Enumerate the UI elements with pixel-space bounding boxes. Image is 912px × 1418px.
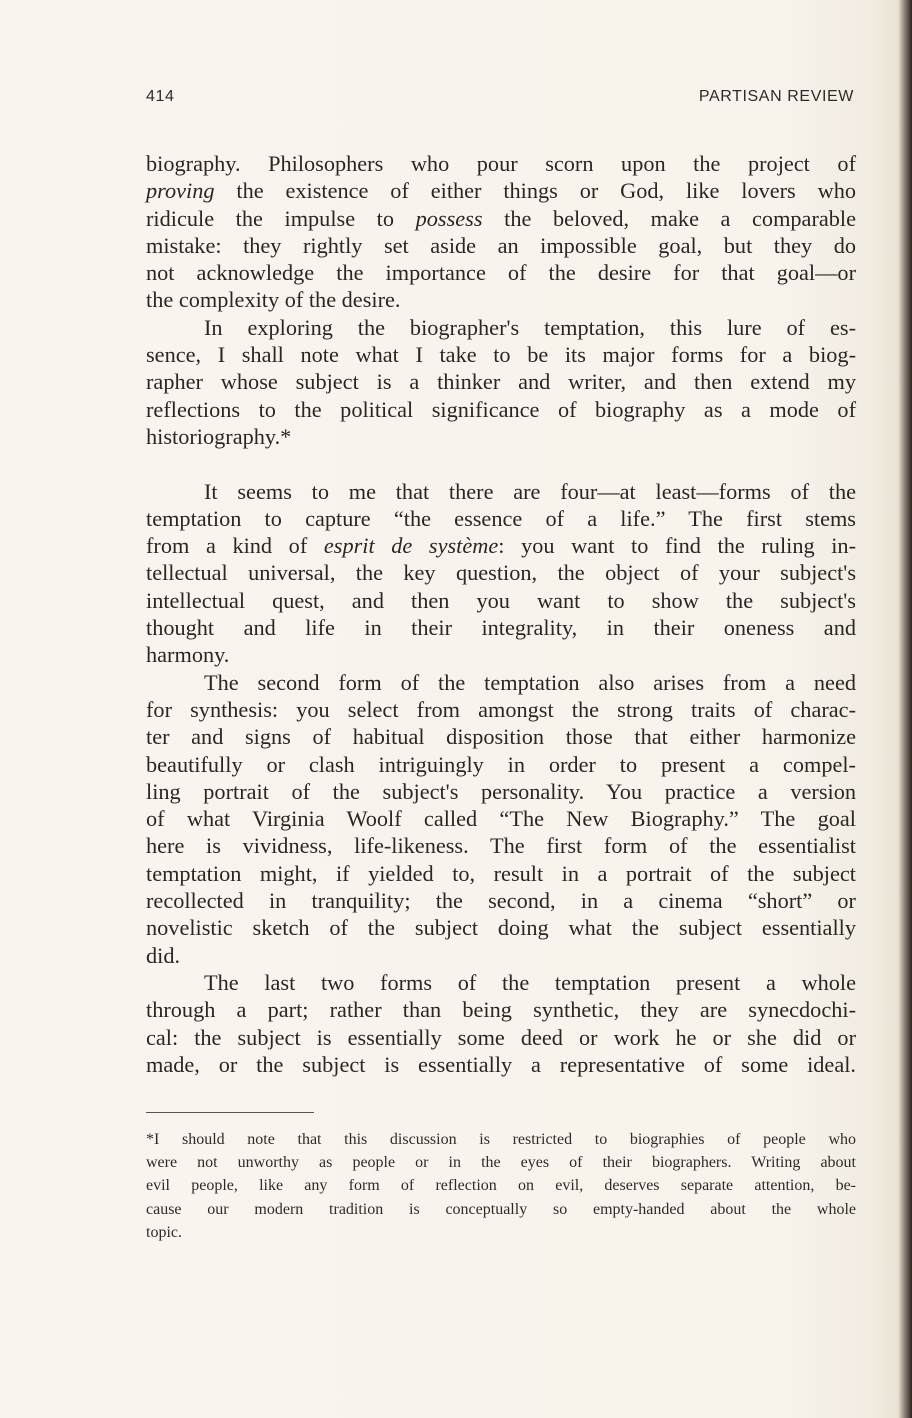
- text-line: here is vividness, life-likeness. The first form of the essentialist: [146, 833, 856, 859]
- text-line: ter and signs of habitual disposition those that either harmonize: [146, 724, 856, 750]
- italic-word: possess: [415, 205, 483, 231]
- running-head: [146, 88, 854, 110]
- text-line: intellectual quest, and then you want to show the subject's: [146, 587, 856, 613]
- journal-title: PARTISAN REVIEW: [698, 88, 854, 105]
- text-segment: from a kind of: [146, 533, 308, 559]
- paragraph-1: [146, 150, 856, 314]
- text-line: made, or the subject is essentially a representative of some ideal.: [146, 1051, 856, 1077]
- paragraph-5: [146, 969, 856, 1078]
- text-line: the complexity of the desire.: [146, 287, 401, 313]
- text-line: [146, 205, 856, 232]
- text-line: for synthesis: you select from amongst the strong traits of charac-: [146, 696, 856, 722]
- text-line: through a part; rather than being synthetic, they are synecdochi-: [146, 997, 856, 1023]
- text-line: temptation might, if yielded to, result in a portrait of the subject: [146, 860, 856, 886]
- footnote-rule: [146, 1112, 314, 1113]
- text-line: rapher whose subject is a thinker and writer, and then extend my: [146, 369, 856, 395]
- text-line: ling portrait of the subject's personality. You practice a version: [146, 778, 856, 804]
- text-line: reflections to the political significance of biography as a mode of: [146, 396, 856, 422]
- page-number: 414: [146, 88, 175, 105]
- footnote-line: evil people, like any form of reflection on evil, deserves separate attention, be-: [146, 1177, 856, 1195]
- text-line: historiography.*: [146, 423, 292, 449]
- text-line: of what Virginia Woolf called “The New Biography.” The goal: [146, 806, 856, 832]
- text-line: The second form of the temptation also arises from a need: [204, 669, 856, 695]
- text-segment: the beloved, make a comparable: [504, 205, 857, 231]
- text-line: did.: [146, 942, 181, 968]
- text-line: harmony.: [146, 642, 230, 668]
- footnote: [146, 1128, 856, 1244]
- text-line: beautifully or clash intriguingly in order to present a compel-: [146, 751, 856, 777]
- text-line: temptation to capture “the essence of a life.” The first stems: [146, 505, 856, 531]
- text-line: tellectual universal, the key question, the object of your subject's: [146, 560, 856, 586]
- text-segment: the existence of either things or God, like lovers who: [236, 178, 856, 204]
- body-text: [146, 150, 856, 1078]
- text-line: [146, 177, 856, 204]
- footnote-line: cause our modern tradition is conceptually so empty-handed about the whole: [146, 1200, 856, 1218]
- text-line: mistake: they rightly set aside an impossible goal, but they do: [146, 232, 856, 258]
- text-line: sence, I shall note what I take to be its major forms for a biog-: [146, 342, 856, 368]
- text-line: recollected in tranquility; the second, in a cinema “short” or: [146, 888, 856, 914]
- paragraph-2: [146, 314, 856, 450]
- text-line: [146, 532, 856, 559]
- text-line: not acknowledge the importance of the desire for that goal—or: [146, 260, 856, 286]
- page-edge-shadow: [898, 0, 912, 1418]
- italic-phrase: esprit de système: [323, 533, 499, 559]
- section-break: [146, 450, 856, 477]
- text-line: cal: the subject is essentially some deed or work he or she did or: [146, 1024, 856, 1050]
- footnote-line: *I should note that this discussion is restricted to biographies of people who: [146, 1131, 856, 1148]
- paragraph-3: [146, 478, 856, 669]
- italic-word: proving: [146, 178, 215, 204]
- text-line: biography. Philosophers who pour scorn upon the project of: [146, 151, 856, 176]
- text-segment: : you want to find the ruling in-: [498, 533, 856, 559]
- text-line: It seems to me that there are four—at least—forms of the: [204, 478, 856, 504]
- paragraph-4: [146, 669, 856, 969]
- footnote-line: were not unworthy as people or in the eyes of their biographers. Writing about: [146, 1154, 856, 1172]
- text-line: thought and life in their integrality, in their oneness and: [146, 615, 856, 641]
- text-line: The last two forms of the temptation present a whole: [204, 969, 856, 995]
- text-segment: ridicule the impulse to: [146, 205, 395, 231]
- footnote-line: topic.: [146, 1223, 182, 1241]
- text-line: In exploring the biographer's temptation, this lure of es-: [204, 314, 856, 340]
- text-line: novelistic sketch of the subject doing what the subject essentially: [146, 915, 856, 941]
